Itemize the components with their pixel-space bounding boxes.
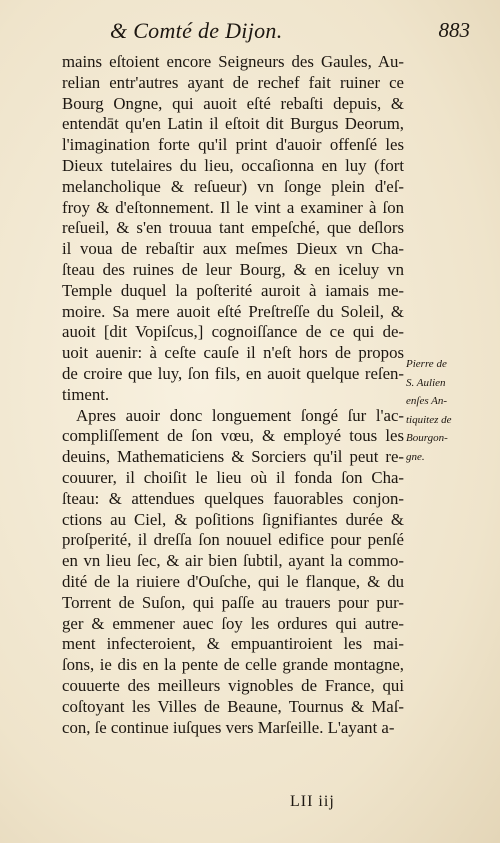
text-line: Temple duquel la poſterité auroit à iamais me- — [62, 280, 404, 300]
text-line: ſteau des ruines de leur Bourg, & en iceluy vn — [62, 259, 404, 279]
text-line: deuins, Mathematiciens & Sorciers qu'il peut re- — [62, 447, 404, 467]
margin-note-line: Pierre de — [406, 358, 447, 370]
text-line: ſteau: & attendues quelques fauorables conjon- — [62, 488, 404, 508]
text-line: compliſſement de ſon vœu, & employé tous les — [62, 426, 404, 446]
running-header — [110, 18, 470, 46]
text-line: en vn lieu ſec, & air bien ſubtil, ayant la commo- — [62, 551, 404, 571]
text-line: Bourg Ongne, qui auoit eſté rebaſti depuis, & — [62, 93, 404, 113]
margin-note-line: enſes An- — [406, 395, 448, 407]
text-line: entendāt qu'en Latin il eſtoit dit Burgus Deorum, — [62, 114, 404, 134]
header-title: & Comté de Dijon. — [110, 18, 283, 43]
text-line: moire. Sa mere auoit eſté Preſtreſſe du Soleil, & — [62, 301, 404, 321]
text-line: Torrent de Suſon, qui paſſe au trauers pour pur- — [62, 592, 404, 612]
margin-note — [406, 355, 478, 466]
text-line: l'imagination forte qu'il print d'auoir offenſé les — [62, 135, 404, 155]
text-line: relian entr'autres ayant de rechef fait ruiner ce — [62, 72, 404, 92]
text-line: dité de la riuiere d'Ouſche, qui le flanque, & du — [62, 571, 404, 591]
text-line: ger & emmener auec ſoy les ordures qui autre- — [62, 613, 404, 633]
text-line: melancholique & reſueur) vn ſonge plein d'eſ- — [62, 176, 404, 196]
text-line: Dieux tutelaires du lieu, occaſionna en luy (fort — [62, 155, 404, 175]
text-line: ctions au Ciel, & poſitions ſignifiantes durée & — [62, 509, 404, 529]
text-line: auoit [dit Vopiſcus,] cognoiſſance de ce qui de- — [62, 322, 404, 342]
text-line: mains eſtoient encore Seigneurs des Gaules, Au- — [62, 52, 404, 71]
text-line: couurer, il choiſit le lieu où il fonda ſon Cha- — [62, 467, 404, 487]
text-line: con, ſe continue iuſques vers Marſeille. L'ayant a- — [62, 717, 395, 737]
text-line: Apres auoir donc longuement ſongé ſur l'ac- — [76, 405, 404, 425]
text-line: de croire que luy, ſon fils, en auoit quelque reſen- — [62, 363, 404, 383]
margin-note-line: S. Aulien — [406, 376, 446, 389]
margin-note-line: tiquitez de — [406, 413, 452, 426]
text-line: reſueil, & s'en trouua tant empeſché, que deſlors — [62, 218, 404, 238]
margin-note-line: gne. — [406, 450, 425, 463]
text-line: uoit auenir: à ceſte cauſe il n'eſt hors de propos — [62, 343, 404, 363]
text-line: ſons, ie dis en la pente de celle grande montagne, — [62, 655, 404, 675]
text-line: timent. — [62, 384, 110, 404]
page-number: 883 — [438, 18, 470, 42]
text-line: coſtoyant les Villes de Beaune, Tournus & Maſ- — [62, 696, 404, 716]
margin-note-line: Bourgon- — [406, 432, 448, 444]
text-line: couuerte des meilleurs vignobles de France, qui — [62, 675, 404, 695]
text-line: il voua de rebaſtir aux meſmes Dieux vn Cha- — [62, 239, 404, 259]
signature-mark: LII iij — [290, 793, 335, 810]
text-line: froy & d'eſtonnement. Il le vint a examiner à ſon — [62, 197, 404, 217]
main-text-block — [62, 52, 404, 738]
text-line: proſperité, il dreſſa ſon nouuel edifice pour penſé — [62, 530, 404, 550]
text-line: ment infecteroient, & empuantiroient les mai- — [62, 634, 404, 654]
